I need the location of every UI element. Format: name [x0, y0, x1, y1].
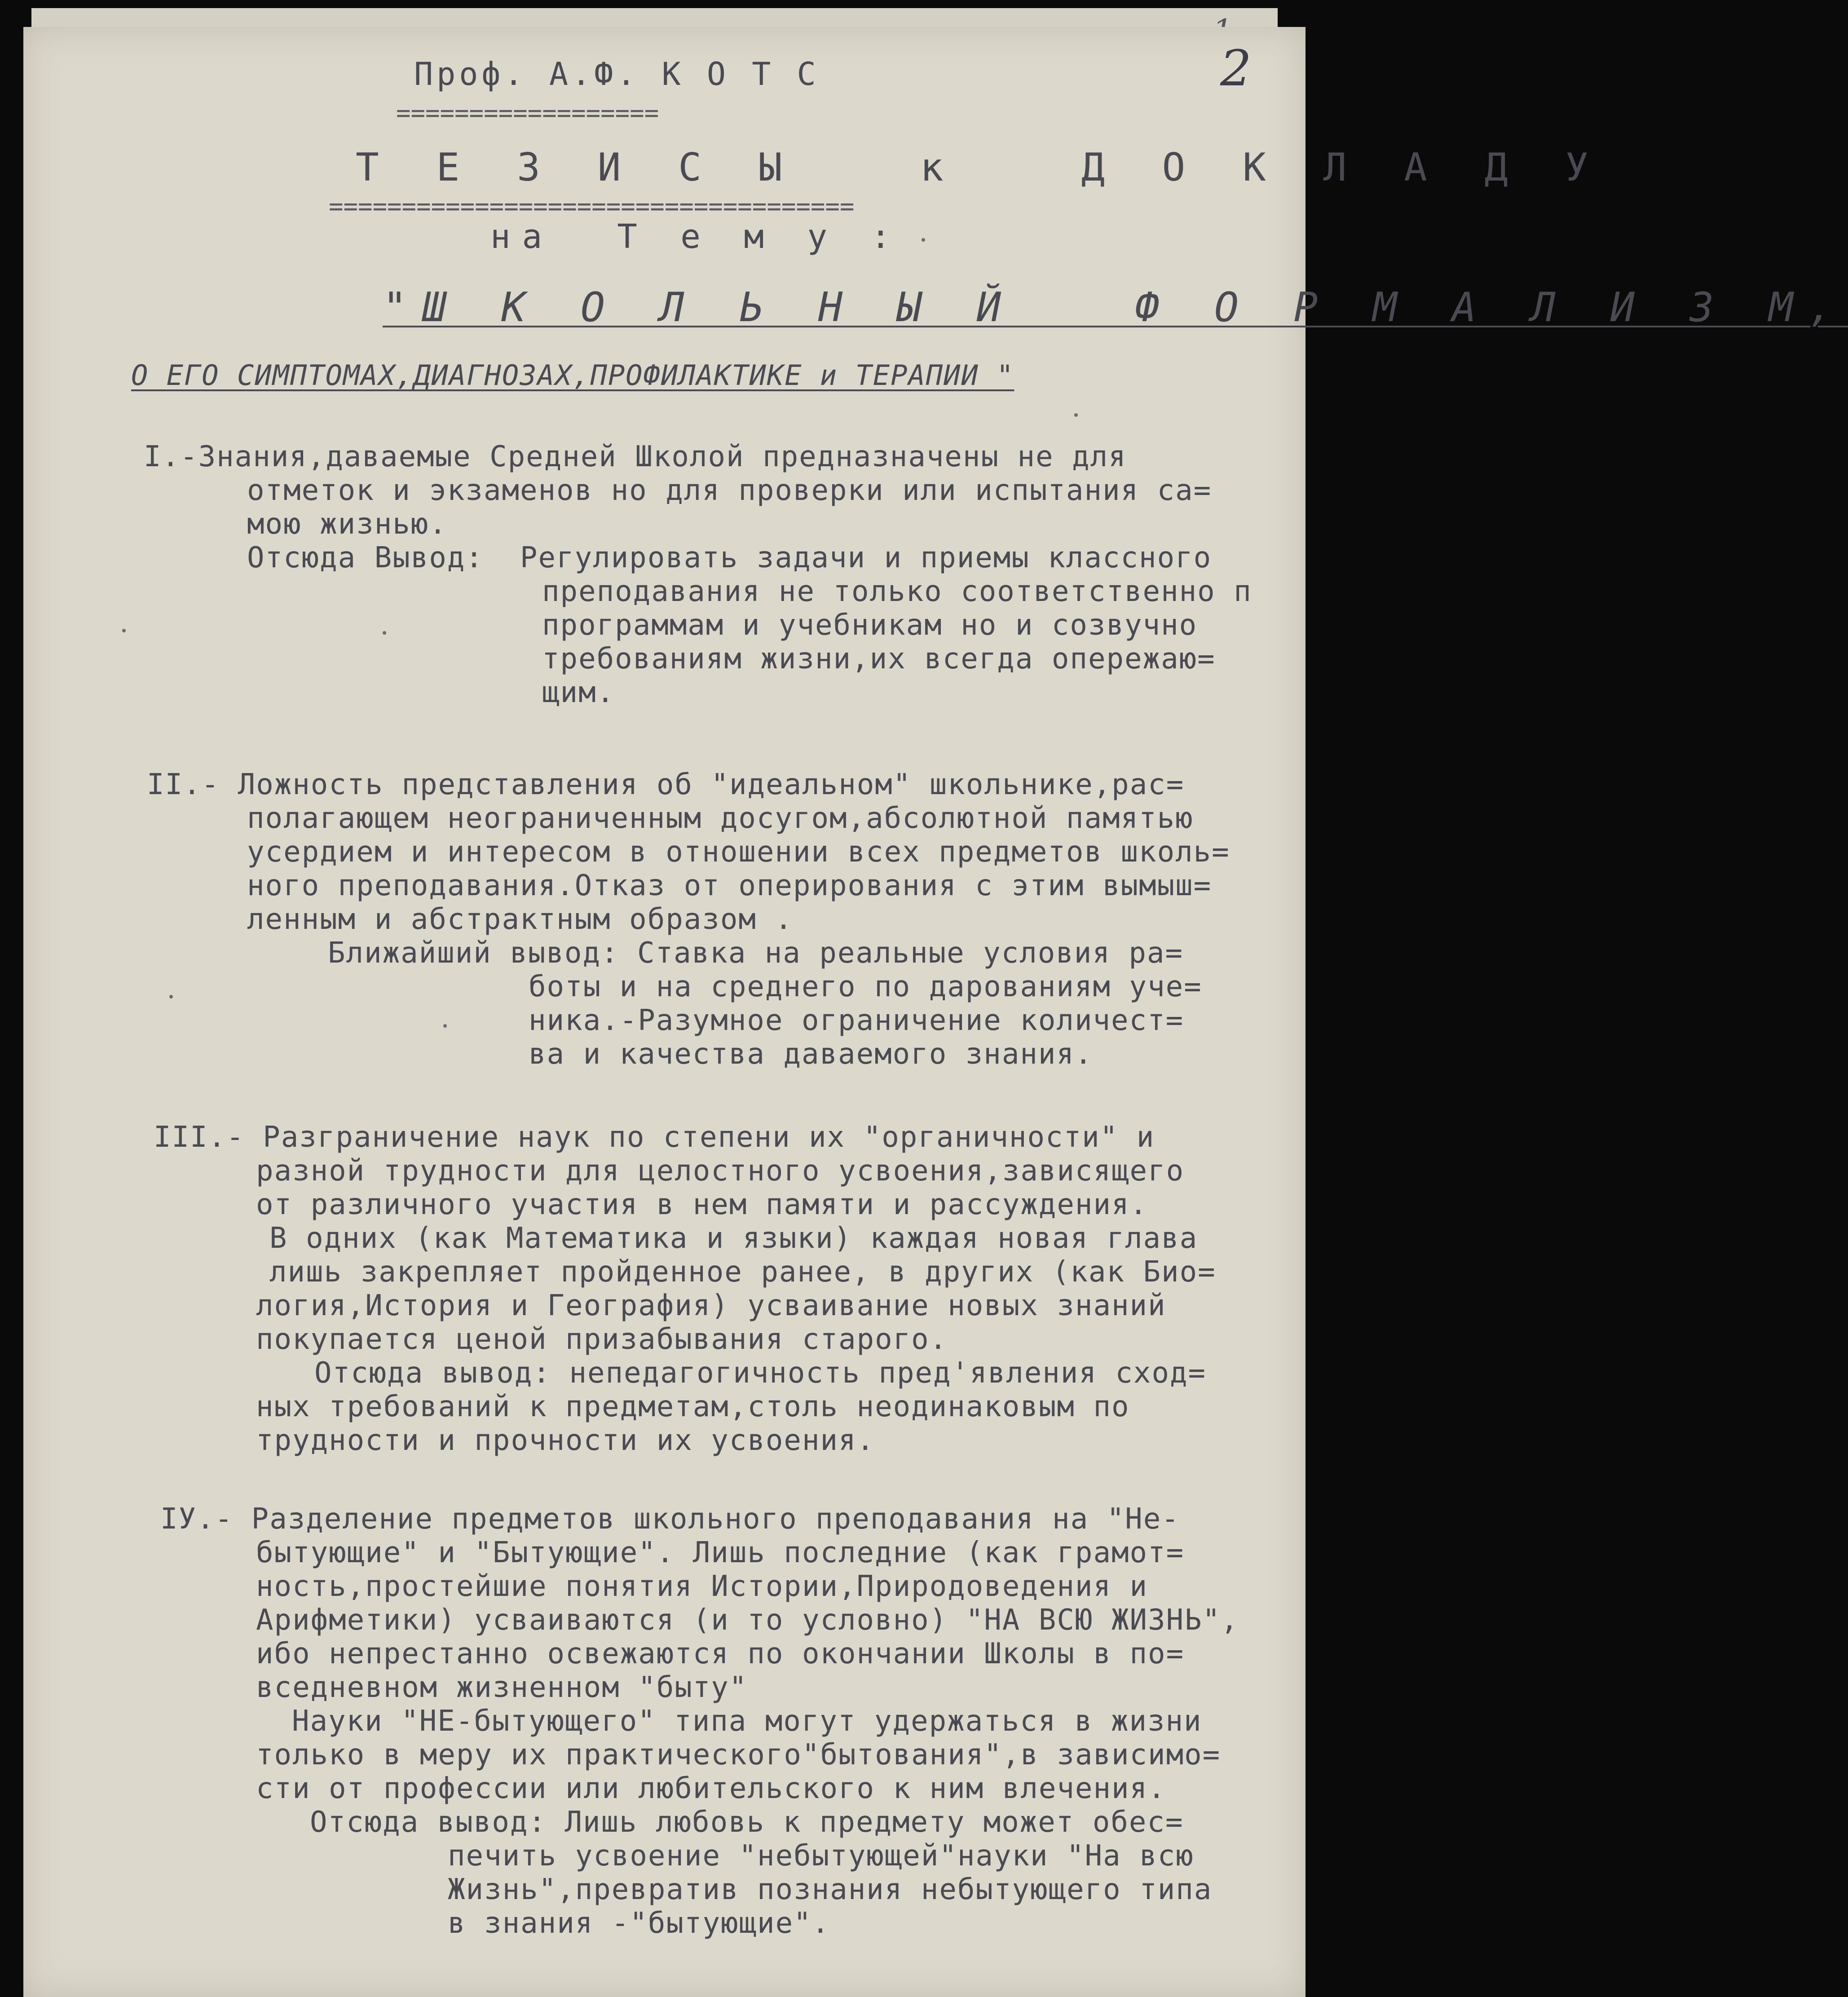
stray-mark — [1074, 413, 1078, 417]
stray-mark — [922, 238, 925, 242]
thesis-1-line-7: требованиям жизни,их всегда опережаю= — [542, 642, 1216, 676]
thesis-1-line-5: преподавания не только соответственно п — [542, 575, 1252, 608]
stray-mark — [443, 1024, 447, 1028]
stray-mark — [169, 995, 173, 998]
thesis-3-line-2: разной трудности для целостного усвоения,зависящего — [256, 1154, 1185, 1188]
thesis-2-line-9: ва и качества даваемого знания. — [529, 1038, 1093, 1071]
document-title: Т Е З И С Ы к Д О К Л А Д У — [356, 145, 1606, 190]
thesis-4-line-1: IУ.- Разделение предметов школьного преподавания на "Не- — [160, 1502, 1180, 1536]
thesis-2-line-7: боты и на среднего по дарованиям уче= — [529, 970, 1202, 1003]
thesis-3-line-8: Отсюда вывод: непедагогичность пред'явления сход= — [314, 1356, 1207, 1390]
document-page — [23, 27, 1848, 1997]
thesis-3-line-6: логия,История и География) усваивание новых знаний — [256, 1289, 1166, 1322]
topic-line-2: О ЕГО СИМПТОМАХ,ДИАГНОЗАХ,ПРОФИЛАКТИКЕ и ТЕРАПИИ " — [131, 359, 1014, 392]
thesis-2-line-1: II.- Ложность представления об "идеальном" школьнике,рас= — [147, 768, 1185, 801]
thesis-4-line-3: ность,простейшие понятия Истории,Природоведения и — [256, 1570, 1148, 1603]
thesis-4-line-8: только в меру их практического"бытования",в зависимо= — [256, 1738, 1221, 1772]
thesis-2-line-3: усердием и интересом в отношении всех предметов школь= — [247, 835, 1230, 869]
thesis-3-line-7: покупается ценой призабывания старого. — [256, 1323, 948, 1356]
thesis-3-line-10: трудности и прочности их усвоения. — [256, 1424, 875, 1457]
thesis-4-line-6: вседневном жизненном "быту" — [256, 1671, 748, 1704]
thesis-4-line-7: Науки "НЕ-бытующего" типа могут удержаться в жизни — [292, 1705, 1202, 1738]
thesis-1-line-8: щим. — [542, 676, 615, 709]
thesis-2-line-8: ника.-Разумное ограничение количест= — [529, 1004, 1184, 1037]
author-rule: ================== — [396, 99, 659, 127]
title-rule: ==================================== — [329, 192, 855, 221]
author-name: Проф. А.Ф. К О Т С — [414, 56, 820, 93]
thesis-1-line-1: I.-Знания,даваемые Средней Школой предназначены не для — [144, 440, 1127, 473]
thesis-3-line-1: III.- Разграничение наук по степени их "органичности" и — [154, 1121, 1155, 1154]
stray-mark — [383, 631, 386, 635]
thesis-1-line-4: Отсюда Вывод: Регулировать задачи и приемы классного — [247, 541, 1212, 574]
document-subtitle: на Т е м у : — [490, 217, 903, 256]
thesis-2-line-5: ленным и абстрактным образом . — [247, 903, 793, 936]
thesis-4-line-2: бытующие" и "Бытующие". Лишь последние (как грамот= — [256, 1536, 1185, 1569]
thesis-3-line-9: ных требований к предметам,столь неодинаковым по — [256, 1390, 1130, 1423]
thesis-4-line-4: Арифметики) усваиваются (и то условно) "НА ВСЮ ЖИЗНЬ", — [256, 1604, 1239, 1637]
thesis-1-line-3: мою жизнью. — [247, 508, 447, 541]
stray-mark — [122, 629, 126, 632]
topic-line-1: "Ш К О Л Ь Н Ы Й Ф О Р М А Л И З М, — [383, 284, 1848, 331]
thesis-2-line-2: полагающем неограниченным досугом,абсолютной памятью — [247, 802, 1194, 835]
thesis-2-line-4: ного преподавания.Отказ от оперирования с этим вымыш= — [247, 869, 1212, 902]
page-number: 2 — [1220, 40, 1252, 97]
thesis-4-line-12: Жизнь",превратив познания небытующего типа — [448, 1873, 1213, 1906]
thesis-4-line-11: печить усвоение "небытующей"науки "На всю — [448, 1839, 1194, 1873]
thesis-3-line-3: от различного участия в нем памяти и рассуждения. — [256, 1188, 1148, 1221]
thesis-1-line-6: программам и учебникам но и созвучно — [542, 609, 1198, 642]
thesis-2-line-6: Ближайший вывод: Ставка на реальные условия ра= — [328, 937, 1183, 970]
thesis-4-line-5: ибо непрестанно освежаются по окончании Школы в по= — [256, 1637, 1185, 1670]
thesis-3-line-4: В одних (как Математика и языки) каждая новая глава — [269, 1222, 1198, 1255]
thesis-3-line-5: лишь закрепляет пройденное ранее, в других (как Био= — [269, 1255, 1216, 1289]
thesis-1-line-2: отметок и экзаменов но для проверки или испытания са= — [247, 474, 1212, 507]
thesis-4-line-9: сти от профессии или любительского к ним влечения. — [256, 1772, 1166, 1805]
thesis-4-line-10: Отсюда вывод: Лишь любовь к предмету может обес= — [310, 1806, 1184, 1839]
thesis-4-line-13: в знания -"бытующие". — [448, 1907, 830, 1940]
